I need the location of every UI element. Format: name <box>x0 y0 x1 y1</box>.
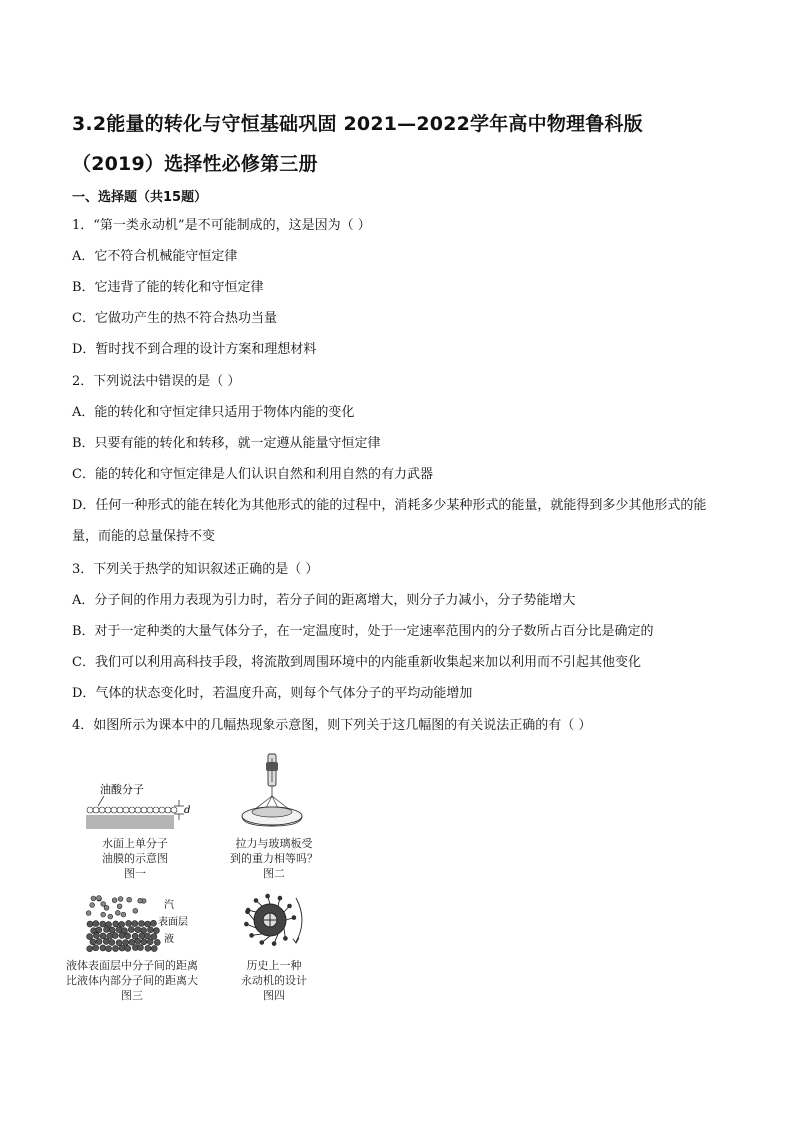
liquid-molecule <box>116 940 122 946</box>
gas-molecule <box>104 905 109 910</box>
question-1 <box>72 210 724 365</box>
liquid-molecule <box>141 939 147 945</box>
question-3 <box>72 554 724 709</box>
fig3-surface-label: 表面层 <box>158 917 188 928</box>
liquid-molecules <box>87 920 161 951</box>
oil-molecule <box>117 807 123 813</box>
liquid-molecule <box>113 946 119 952</box>
option-c: C．能的转化和守恒定律是人们认识自然和利用自然的有力武器 <box>72 467 433 482</box>
liquid-molecule <box>151 934 157 940</box>
oil-film-diagram <box>80 780 190 830</box>
liquid-molecule <box>125 945 131 951</box>
liquid-molecule <box>151 946 157 952</box>
gas-molecule <box>90 903 95 908</box>
fig1-d-label: d <box>184 805 191 816</box>
fig2-name: 图二 <box>263 867 285 880</box>
liquid-molecule <box>103 938 109 944</box>
liquid-molecule <box>87 946 93 952</box>
gas-molecule <box>117 904 122 909</box>
question-2 <box>72 366 724 552</box>
oil-molecule <box>111 807 117 813</box>
liquid-molecule <box>93 933 99 939</box>
fig4-caption <box>234 958 314 1003</box>
liquid-molecule <box>147 939 153 945</box>
gas-molecule <box>101 902 106 907</box>
spoke-weight <box>244 922 248 926</box>
fig1-caption-line-1: 水面上单分子 <box>102 837 168 850</box>
liquid-molecule <box>138 945 144 951</box>
option-d: D．任何一种形式的能在转化为其他形式的能的过程中，消耗多少某种形式的能量，就能得到多少其他形式的能量，而能的总量保持不变 <box>72 498 707 544</box>
gas-molecule <box>115 910 120 915</box>
liquid-molecule <box>139 933 145 939</box>
spoke-weight <box>283 936 287 940</box>
liquid-molecule <box>153 928 159 934</box>
option-b: B．它违背了能的转化和守恒定律 <box>72 280 264 295</box>
fig3-caption-line-1: 液体表面层中分子间的距离 <box>66 959 198 972</box>
oil-molecule <box>129 807 135 813</box>
liquid-molecule <box>135 927 141 933</box>
question-stem: 2．下列说法中错误的是（ ） <box>72 374 241 389</box>
liquid-molecule <box>107 933 113 939</box>
option-c: C．我们可以利用高科技手段，将流散到周围环境中的内能重新收集起来加以利用而不引起其他变化 <box>72 655 641 670</box>
liquid-molecule <box>93 921 99 927</box>
gas-molecule <box>86 911 91 916</box>
option-a: A．它不符合机械能守恒定律 <box>72 249 238 264</box>
option-d: D．气体的状态变化时，若温度升高，则每个气体分子的平均动能增加 <box>72 686 473 701</box>
liquid-molecule <box>119 945 125 951</box>
question-4 <box>72 710 724 741</box>
oil-molecule <box>171 807 177 813</box>
spring-scale-glass-plate-diagram <box>238 752 308 832</box>
liquid-molecule <box>145 921 151 927</box>
oil-molecule <box>165 807 171 813</box>
gas-molecule <box>118 897 123 902</box>
gas-molecule <box>97 896 102 901</box>
spoke-weight <box>260 941 264 945</box>
liquid-molecule <box>104 927 110 933</box>
gas-molecule <box>133 908 138 913</box>
liquid-molecule <box>100 921 106 927</box>
oil-molecule <box>159 807 165 813</box>
fig4-caption-line-2: 永动机的设计 <box>241 974 307 987</box>
liquid-molecule <box>109 939 115 945</box>
oil-molecule <box>141 807 147 813</box>
fig3-name: 图三 <box>121 989 143 1002</box>
title-line-2: （2019）选择性必修第三册 <box>72 153 318 175</box>
fig4-caption-line-1: 历史上一种 <box>246 959 302 972</box>
liquid-molecule <box>154 939 160 945</box>
rotation-arrow <box>296 898 302 942</box>
option-b: B．只要有能的转化和转移，就一定遵从能量守恒定律 <box>72 436 381 451</box>
spoke-weight <box>288 904 292 908</box>
liquid-molecule <box>123 940 129 946</box>
liquid-molecule <box>139 921 145 927</box>
spoke-weight <box>292 916 296 920</box>
spoke-weight <box>278 896 282 900</box>
gas-molecule <box>127 897 132 902</box>
perpetual-motion-wheel-diagram <box>236 890 312 956</box>
liquid-molecule <box>151 920 157 926</box>
gas-molecule <box>108 914 113 919</box>
question-stem: 1．“第一类永动机”是不可能制成的，这是因为（ ） <box>72 218 371 233</box>
option-a: A．能的转化和守恒定律只适用于物体内能的变化 <box>72 405 355 420</box>
section-heading: 一、选择题（共15题） <box>72 190 208 205</box>
gas-molecule <box>121 912 126 917</box>
spoke-weight <box>250 933 254 937</box>
fig4-name: 图四 <box>263 989 285 1002</box>
liquid-molecule <box>93 945 99 951</box>
liquid-surface-layer-diagram <box>84 896 188 956</box>
spoke-weight <box>246 908 250 912</box>
liquid-molecule <box>96 927 102 933</box>
option-a: A．分子间的作用力表现为引力时，若分子间的距离增大，则分子力减小，分子势能增大 <box>72 593 576 608</box>
spoke-weight <box>272 942 276 946</box>
oil-molecule <box>105 807 111 813</box>
liquid-molecule <box>96 939 102 945</box>
fig2-caption-line-1: 拉力与玻璃板受 <box>235 837 313 850</box>
liquid-molecule <box>135 938 141 944</box>
fig1-molecule-label: 油酸分子 <box>100 783 144 796</box>
fig3-caption <box>66 958 198 1003</box>
liquid-molecule <box>129 939 135 945</box>
liquid-molecule <box>109 927 115 933</box>
oil-molecule <box>153 807 159 813</box>
oil-molecules <box>87 807 177 813</box>
liquid-molecule <box>106 946 112 952</box>
fig1-name: 图一 <box>124 867 146 880</box>
question-stem: 3．下列关于热学的知识叙述正确的是（ ） <box>72 562 319 577</box>
gas-molecule <box>101 912 106 917</box>
liquid-molecule <box>87 934 93 940</box>
fig2-caption <box>218 836 330 881</box>
water-surface <box>86 815 174 829</box>
liquid-molecule <box>100 945 106 951</box>
liquid-molecule <box>112 933 118 939</box>
liquid-molecule <box>116 927 122 933</box>
liquid-molecule <box>90 939 96 945</box>
option-d: D．暂时找不到合理的设计方案和理想材料 <box>72 342 317 357</box>
oil-molecule <box>135 807 141 813</box>
fig3-caption-line-2: 比液体内部分子间的距离大 <box>66 974 198 987</box>
option-b: B．对于一定种类的大量气体分子，在一定温度时，处于一定速率范围内的分子数所占百分比是确定的 <box>72 624 654 639</box>
liquid-molecule <box>132 921 138 927</box>
option-c: C．它做功产生的热不符合热功当量 <box>72 311 277 326</box>
liquid-molecule <box>145 933 151 939</box>
liquid-molecule <box>113 921 119 927</box>
liquid-molecule <box>126 920 132 926</box>
liquid-molecule <box>147 927 153 933</box>
gas-molecule <box>91 896 96 901</box>
liquid-molecule <box>100 933 106 939</box>
oil-molecule <box>87 807 93 813</box>
gas-molecules <box>86 896 146 919</box>
hand-grip <box>266 762 278 771</box>
document-title <box>72 104 722 184</box>
liquid-molecule <box>87 921 93 927</box>
title-line-1: 3.2能量的转化与守恒基础巩固 2021—2022学年高中物理鲁科版 <box>72 113 643 135</box>
fig1-caption <box>80 836 190 881</box>
spoke-weight <box>254 899 258 903</box>
oil-molecule <box>147 807 153 813</box>
glass-plate <box>252 807 292 817</box>
fig3-liquid-label: 液 <box>164 934 174 945</box>
liquid-molecule <box>145 945 151 951</box>
fig3-gas-label: 汽 <box>164 900 174 911</box>
spoke-weight <box>266 894 270 898</box>
oil-molecule <box>99 807 105 813</box>
gas-molecule <box>138 898 143 903</box>
liquid-molecule <box>128 927 134 933</box>
oil-molecule <box>123 807 129 813</box>
liquid-molecule <box>125 933 131 939</box>
gas-molecule <box>112 898 117 903</box>
question-stem: 4．如图所示为课本中的几幅热现象示意图，则下列关于这几幅图的有关说法正确的有（ ） <box>72 718 592 733</box>
fig2-caption-line-2: 到的重力相等吗？ <box>230 852 318 865</box>
fig1-caption-line-2: 油膜的示意图 <box>102 852 168 865</box>
liquid-molecule <box>119 932 125 938</box>
oil-molecule <box>93 807 99 813</box>
